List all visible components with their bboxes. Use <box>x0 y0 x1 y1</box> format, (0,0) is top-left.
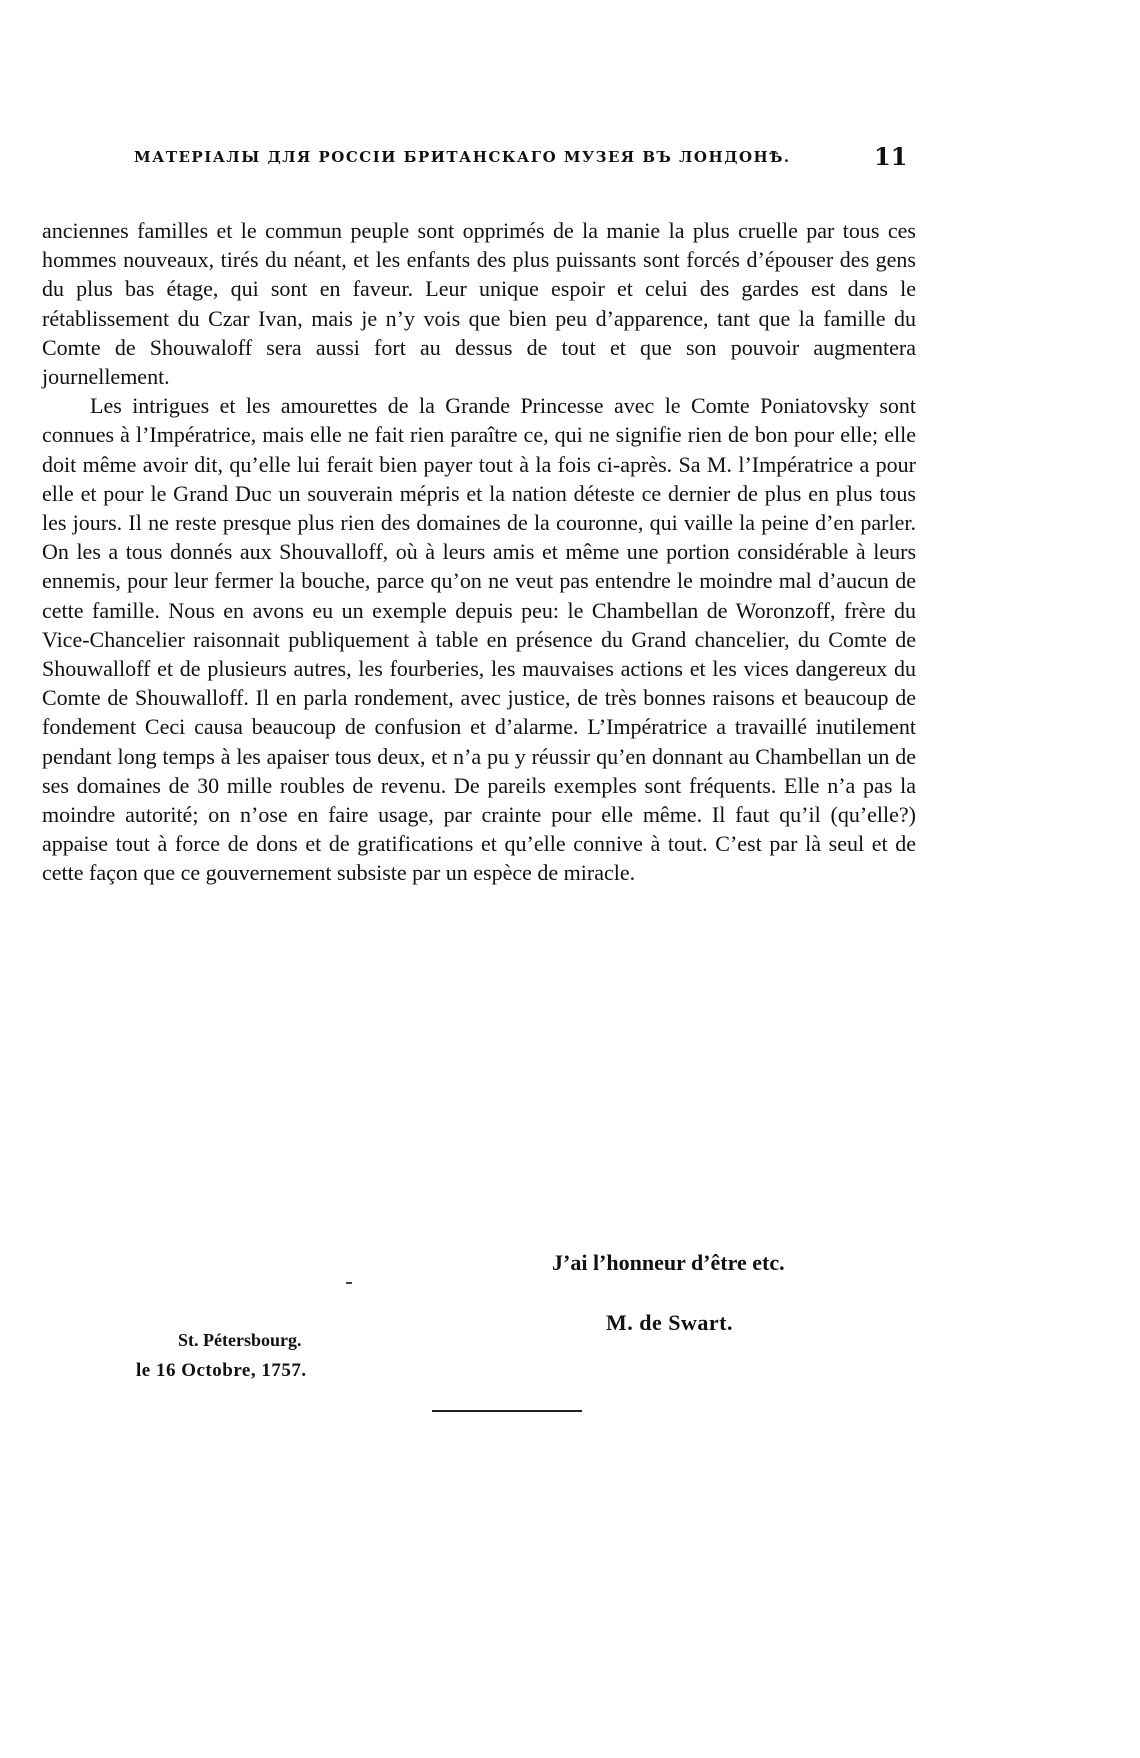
page-header <box>0 142 1140 178</box>
closing-salutation: J’ai l’honneur d’être etc. <box>552 1250 785 1275</box>
ink-speck <box>346 1282 352 1284</box>
dateline-place: St. Pétersbourg. <box>178 1330 302 1350</box>
page-number: 11 <box>874 142 908 171</box>
running-head: МАТЕРІАЛЫ ДЛЯ РОССІИ БРИТАНСКАГО МУЗЕЯ ВЪ ЛОНДОНѢ. <box>134 148 791 166</box>
signature: M. de Swart. <box>606 1310 733 1335</box>
paragraph-2: Les intrigues et les amourettes de la Grande Princesse avec le Comte Poniatovsky sont connues à l’Impératrice, mais elle ne fait rien paraître ce, qui ne signifie rien de bon pour elle; elle doit même avoir dit, qu’elle lui ferait bien payer tout à la fois ci-après. Sa M. l’Impératrice a pour elle et pour le Grand Duc un souverain mépris et la nation déteste ce dernier de plus en plus tous les jours. Il ne reste presque plus rien des domaines de la couronne, qui vaille la peine d’en parler. On les a tous donnés aux Shouvalloff, où à leurs amis et même une portion considérable à leurs ennemis, pour leur fermer la bouche, parce qu’on ne veut pas entendre le moindre mal d’aucun de cette famille. Nous en avons eu un exemple depuis peu: le Chambellan de Woronzoff, frère du Vice-Chancelier raisonnait publiquement à table en présence du Grand chancelier, du Comte de Shouwalloff et de plusieurs autres, les fourberies, les mauvaises actions et les vices dangereux du Comte de Shouwalloff. Il en parla rondement, avec justice, de très bonnes raisons et beaucoup de fondement Ceci causa beaucoup de confusion et d’alarme. L’Impératrice a travaillé inutilement pendant long temps à les apaiser tous deux, et n’a pu y réussir qu’en donnant au Chambellan un de ses domaines de 30 mille roubles de revenu. De pareils exemples sont fréquents. Elle n’a pas la moindre autorité; on n’ose en faire usage, par crainte pour elle même. Il faut qu’il (qu’elle?) appaise tout à force de dons et de gratifications et qu’elle connive à tout. C’est par là seul et de cette façon que ce gouvernement subsiste par un espèce de miracle. <box>42 393 916 886</box>
letter-body <box>42 216 916 888</box>
dateline-date: le 16 Octobre, 1757. <box>136 1360 307 1381</box>
section-divider <box>432 1410 582 1412</box>
paragraph-1: anciennes familles et le commun peuple sont opprimés de la manie la plus cruelle par tous ces hommes nouveaux, tirés du néant, et les enfants des plus puissants sont forcés d’épouser des gens du plus bas étage, qui sont en faveur. Leur unique espoir et celui des gardes est dans le rétablissement du Czar Ivan, mais je n’y vois que bien peu d’apparence, tant que la famille du Comte de Shouwaloff sera aussi fort au dessus de tout et que son pouvoir augmentera journellement. <box>42 218 916 390</box>
